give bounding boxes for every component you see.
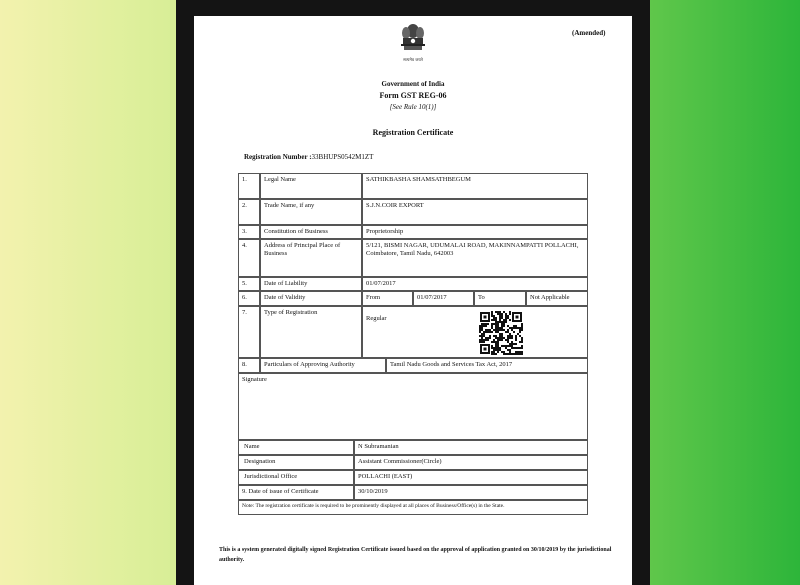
validity-to-label: To [474, 291, 526, 306]
row-6-label: Date of Validity [260, 291, 362, 306]
display-note: Note: The registration certificate is required to be prominently displayed at all places of Business/Office(s) in the State. [238, 500, 588, 515]
row-8-label: Particulars of Approving Authority [260, 358, 386, 373]
government-heading: Government of India [381, 80, 445, 88]
registration-type-value: Regular [362, 306, 588, 358]
svg-text:सत्यमेव जयते: सत्यमेव जयते [403, 57, 423, 62]
row-2-label: Trade Name, if any [260, 199, 362, 225]
certificate-title: Registration Certificate [372, 128, 454, 137]
validity-from-value: 01/07/2017 [413, 291, 474, 306]
row-3-number: 3. [238, 225, 260, 239]
legal-name-value: SATHIKBASHA SHAMSATHBEGUM [362, 173, 588, 199]
row-5-number: 5. [238, 277, 260, 291]
validity-from-label: From [362, 291, 413, 306]
row-4-label: Address of Principal Place of Business [260, 239, 362, 277]
jurisdictional-office-label: Jurisdictional Office [238, 470, 354, 485]
date-of-liability-value: 01/07/2017 [362, 277, 588, 291]
national-emblem-icon [398, 22, 428, 68]
row-8-number: 8. [238, 358, 260, 373]
row-6-number: 6. [238, 291, 260, 306]
registration-number-label: Registration Number : [244, 153, 312, 161]
qr-code-icon [479, 311, 523, 355]
row-5-label: Date of Liability [260, 277, 362, 291]
name-label: Name [238, 440, 354, 455]
row-1-number: 1. [238, 173, 260, 199]
trade-name-value: S.J.N.COIR EXPORT [362, 199, 588, 225]
signature-box: Signature [238, 373, 588, 440]
constitution-value: Proprietorship [362, 225, 588, 239]
row-3-label: Constitution of Business [260, 225, 362, 239]
issue-date-label: 9. Date of issue of Certificate [238, 485, 354, 500]
row-7-label: Type of Registration [260, 306, 362, 358]
form-heading: Form GST REG-06 [379, 91, 447, 100]
approving-authority-value: Tamil Nadu Goods and Services Tax Act, 2017 [386, 358, 588, 373]
row-1-label: Legal Name [260, 173, 362, 199]
row-7-number: 7. [238, 306, 260, 358]
footer-statement: This is a system generated digitally signed Registration Certificate issued based on the approval of application granted on 30/10/2019 by the jurisdictional authority. [219, 547, 612, 563]
jurisdictional-office-value: POLLACHI (EAST) [354, 470, 588, 485]
issue-date-value: 30/10/2019 [354, 485, 588, 500]
row-2-number: 2. [238, 199, 260, 225]
rule-reference: [See Rule 10(1)] [389, 103, 437, 111]
registration-number-value: 33BHUPS0542M1ZT [311, 153, 374, 161]
designation-value: Assistant Commissioner(Circle) [354, 455, 588, 470]
designation-label: Designation [238, 455, 354, 470]
registration-number [244, 153, 373, 161]
name-value: N Subramanian [354, 440, 588, 455]
address-value: 5/121, BISMI NAGAR, UDUMALAI ROAD, MAKINNAMPATTI POLLACHI, Coimbatore, Tamil Nadu, 642003 [362, 239, 588, 277]
validity-to-value: Not Applicable [526, 291, 588, 306]
amended-label: (Amended) [572, 29, 606, 37]
row-4-number: 4. [238, 239, 260, 277]
